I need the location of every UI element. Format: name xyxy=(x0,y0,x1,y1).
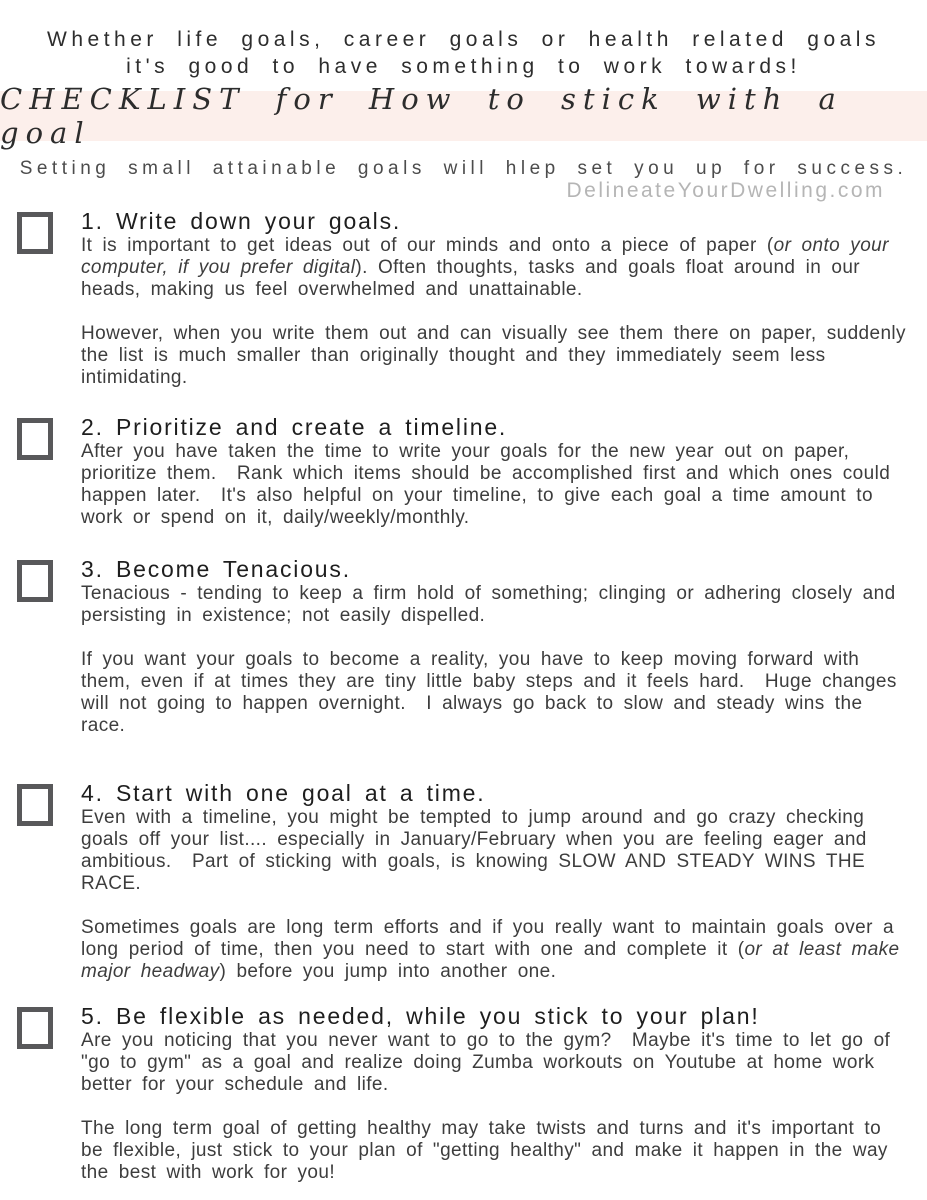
item-paragraph: It is important to get ideas out of our minds and onto a piece of paper (or onto your computer, if you prefer digital). Often thoughts, tasks and goals float around in our heads, making us feel overwhelmed and unattainable. xyxy=(81,235,900,300)
item-content xyxy=(81,781,927,983)
page-title: CHECKLIST for How to stick with a goal xyxy=(0,82,843,150)
checklist-item xyxy=(0,415,927,529)
item-title: 2. Prioritize and create a timeline. xyxy=(81,414,508,440)
subtitle-text: Setting small attainable goals will hlep set you up for success. xyxy=(19,158,908,179)
item-title: 4. Start with one goal at a time. xyxy=(81,780,486,806)
item-paragraph: If you want your goals to become a reality, you have to keep moving forward with them, even if at times they are tiny little baby steps and it feels hard. Huge changes will not going to happen overnight. I always go back to slow and steady wins the race. xyxy=(81,649,907,736)
intro-line-1: Whether life goals, career goals or health related goals xyxy=(47,28,880,51)
checklist-item xyxy=(0,781,927,983)
checkbox[interactable] xyxy=(17,418,53,460)
item-content xyxy=(81,557,927,737)
checklist-item xyxy=(0,557,927,737)
item-paragraph: However, when you write them out and can visually see them there on paper, suddenly the list is much smaller than originally thought and they immediately seem less intimidating. xyxy=(81,323,917,388)
checkbox[interactable] xyxy=(17,1007,53,1049)
item-content xyxy=(81,415,927,529)
item-paragraph: Are you noticing that you never want to go to the gym? Maybe it's time to let go of "go to gym" as a goal and realize doing Zumba workouts on Youtube at home work better for your schedule and life. xyxy=(81,1030,901,1095)
intro-line-2: it's good to have something to work towards! xyxy=(126,55,801,78)
item-paragraph: Tenacious - tending to keep a firm hold of something; clinging or adhering closely and persisting in existence; not easily dispelled. xyxy=(81,583,906,626)
item-title: 1. Write down your goals. xyxy=(81,208,402,234)
item-paragraph: Even with a timeline, you might be tempted to jump around and go crazy checking goals off your list.... especially in January/February when you are feeling eager and ambitious. Part of sticking with goals, is knowing SLOW AND STEADY WINS THE RACE. xyxy=(81,807,877,894)
item-paragraph: Sometimes goals are long term efforts and if you really want to maintain goals over a long period of time, then you need to start with one and complete it (or at least make major headway) before you jump into another one. xyxy=(81,917,910,982)
item-title: 3. Become Tenacious. xyxy=(81,556,351,582)
checklist-items xyxy=(0,209,927,1184)
checkbox[interactable] xyxy=(17,560,53,602)
checklist-item xyxy=(0,1004,927,1184)
item-paragraph: The long term goal of getting healthy may take twists and turns and it's important to be flexible, just stick to your plan of "getting healthy" and make it happen in the way the best with work for you! xyxy=(81,1118,898,1183)
item-content xyxy=(81,209,927,389)
watermark-text: DelineateYourDwelling.com xyxy=(566,179,885,202)
item-content xyxy=(81,1004,927,1184)
checkbox[interactable] xyxy=(17,784,53,826)
intro-text xyxy=(0,0,927,80)
checklist-item xyxy=(0,209,927,389)
checkbox[interactable] xyxy=(17,212,53,254)
title-banner xyxy=(0,82,927,150)
item-paragraph: After you have taken the time to write your goals for the new year out on paper, prioritize them. Rank which items should be accomplished first and which ones could happen later. It's also helpful on your timeline, to give each goal a time amount to work or spend on it, daily/weekly/monthly. xyxy=(81,441,901,528)
item-title: 5. Be flexible as needed, while you stick to your plan! xyxy=(81,1003,760,1029)
